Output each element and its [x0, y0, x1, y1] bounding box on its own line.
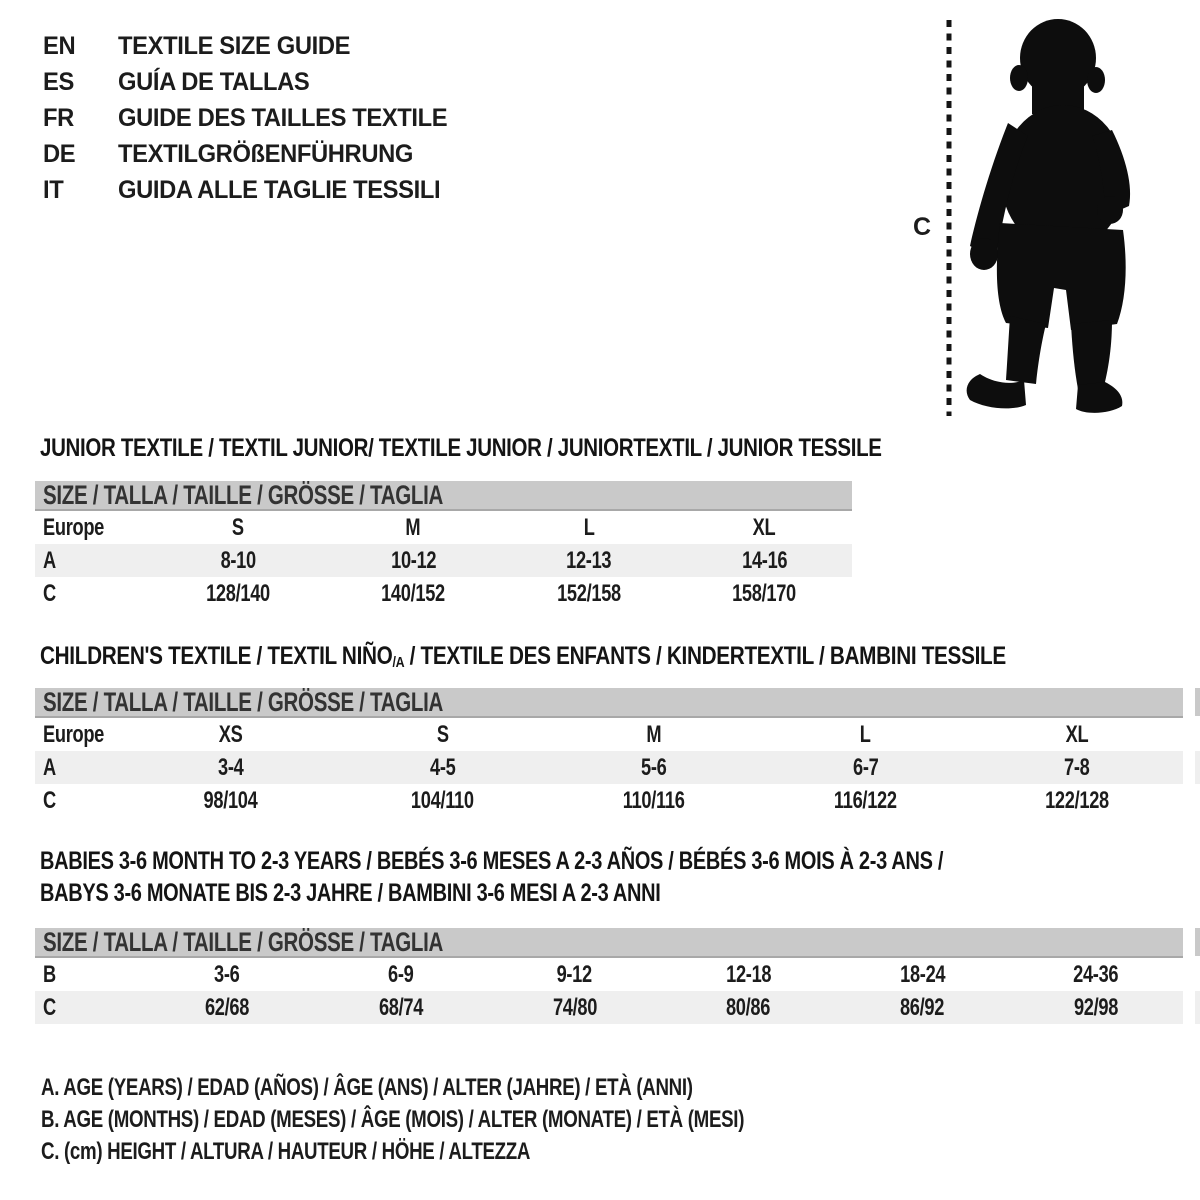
table-row-months — [35, 958, 1183, 991]
age-cell: 10-12 — [390, 546, 436, 574]
lang-code: DE — [43, 139, 76, 168]
lang-title: GUÍA DE TALLAS — [118, 67, 310, 96]
height-cell: 110/116 — [623, 786, 685, 814]
table-row-age — [35, 751, 1183, 784]
age-cell: 7-8 — [1064, 753, 1090, 781]
height-cell: 122/128 — [1045, 786, 1110, 814]
lang-code: FR — [43, 103, 74, 132]
height-cell: 116/122 — [834, 786, 897, 814]
height-cell: 74/80 — [552, 993, 597, 1021]
size-cell: XL — [752, 513, 776, 541]
lang-row-it — [43, 172, 447, 208]
size-header-label: SIZE / TALLA / TAILLE / GRÖSSE / TAGLIA — [43, 926, 444, 957]
junior-size-table — [35, 481, 852, 610]
row-label: Europe — [43, 720, 105, 748]
age-cell: 14-16 — [741, 546, 787, 574]
size-cell: M — [405, 513, 421, 541]
legend-line-c: C. (cm) HEIGHT / ALTURA / HAUTEUR / HÖHE / ALTEZZA — [41, 1138, 531, 1165]
size-cell: L — [583, 513, 595, 541]
children-title-part1: CHILDREN'S TEXTILE / TEXTIL NIÑO — [40, 642, 393, 670]
age-cell: 8-10 — [220, 546, 256, 574]
months-cell: 9-12 — [556, 960, 593, 988]
size-header-bar — [35, 928, 1183, 958]
lang-code: EN — [43, 31, 76, 60]
row-label: Europe — [43, 513, 105, 541]
table-row-europe — [35, 718, 1183, 751]
age-cell: 12-13 — [566, 546, 612, 574]
table-edge-fragment — [1195, 688, 1200, 716]
table-row-height — [35, 784, 1183, 817]
size-cell: S — [436, 720, 449, 748]
legend-line-a: A. AGE (YEARS) / EDAD (AÑOS) / ÂGE (ANS) / ALTER (JAHRE) / ETÀ (ANNI) — [41, 1074, 693, 1101]
lang-row-en — [43, 28, 447, 64]
row-label: C — [43, 786, 56, 814]
children-title-sub: /A — [392, 654, 405, 671]
height-cell: 80/86 — [726, 993, 771, 1021]
height-cell: 98/104 — [203, 786, 258, 814]
lang-row-de — [43, 136, 447, 172]
section-title-junior: JUNIOR TEXTILE / TEXTIL JUNIOR/ TEXTILE JUNIOR / JUNIORTEXTIL / JUNIOR TESSILE — [40, 434, 882, 462]
height-cell: 158/170 — [732, 579, 797, 607]
legend-line-b: B. AGE (MONTHS) / EDAD (MESES) / ÂGE (MOIS) / ALTER (MONATE) / ETÀ (MESI) — [41, 1106, 745, 1133]
table-row-age — [35, 544, 852, 577]
age-cell: 4-5 — [429, 753, 456, 781]
height-cell: 68/74 — [378, 993, 423, 1021]
lang-title: TEXTILGRÖßENFÜHRUNG — [118, 139, 413, 168]
height-cell: 104/110 — [410, 786, 474, 814]
table-edge-fragment — [1195, 928, 1200, 956]
size-header-label: SIZE / TALLA / TAILLE / GRÖSSE / TAGLIA — [43, 479, 444, 510]
size-cell: XL — [1065, 720, 1089, 748]
months-cell: 24-36 — [1073, 960, 1119, 988]
table-row-height — [35, 577, 852, 610]
section-title-babies — [40, 845, 943, 909]
lang-title: TEXTILE SIZE GUIDE — [118, 31, 351, 60]
height-cell: 128/140 — [205, 579, 270, 607]
height-cell: 62/68 — [204, 993, 249, 1021]
height-cell: 92/98 — [1073, 993, 1119, 1021]
children-title-part2: / TEXTILE DES ENFANTS / KINDERTEXTIL / BAMBINI TESSILE — [404, 642, 1006, 670]
babies-title-line2: BABYS 3-6 MONATE BIS 2-3 JAHRE / BAMBINI 3-6 MESI A 2-3 ANNI — [40, 879, 661, 907]
table-row-height — [35, 991, 1183, 1024]
size-cell: XS — [218, 720, 243, 748]
height-cell: 140/152 — [381, 579, 446, 607]
height-cell: 86/92 — [900, 993, 945, 1021]
children-size-table — [35, 688, 1183, 817]
age-cell: 3-4 — [218, 753, 244, 781]
row-label: C — [43, 579, 56, 607]
row-label: A — [43, 546, 56, 574]
months-cell: 6-9 — [388, 960, 414, 988]
lang-code: ES — [43, 67, 74, 96]
lang-title: GUIDA ALLE TAGLIE TESSILI — [118, 175, 441, 204]
babies-title-line1: BABIES 3-6 MONTH TO 2-3 YEARS / BEBÉS 3-6 MESES A 2-3 AÑOS / BÉBÉS 3-6 MOIS À 2-3 ANS / — [40, 847, 944, 875]
size-cell: L — [860, 720, 871, 748]
toddler-silhouette — [967, 19, 1130, 413]
babies-size-table — [35, 928, 1183, 1024]
legend — [41, 1072, 942, 1168]
size-cell: S — [231, 513, 244, 541]
language-header — [43, 28, 469, 208]
lang-row-fr — [43, 100, 447, 136]
table-edge-fragment — [1195, 751, 1200, 784]
section-title-children — [40, 642, 1006, 671]
lang-row-es — [43, 64, 447, 100]
height-cell: 152/158 — [556, 579, 621, 607]
months-cell: 3-6 — [214, 960, 240, 988]
size-header-bar — [35, 481, 852, 511]
age-cell: 6-7 — [852, 753, 879, 781]
table-row-europe — [35, 511, 852, 544]
lang-code: IT — [43, 175, 64, 204]
row-label: B — [43, 960, 56, 988]
size-cell: M — [646, 720, 662, 748]
size-header-label: SIZE / TALLA / TAILLE / GRÖSSE / TAGLIA — [43, 686, 444, 717]
table-edge-fragment — [1195, 991, 1200, 1024]
age-cell: 5-6 — [641, 753, 667, 781]
months-cell: 18-24 — [899, 960, 945, 988]
lang-title: GUIDE DES TAILLES TEXTILE — [118, 103, 448, 132]
toddler-figure — [940, 16, 1140, 418]
row-label: C — [43, 993, 56, 1021]
measure-label-c: C — [913, 213, 931, 241]
size-header-bar — [35, 688, 1183, 718]
row-label: A — [43, 753, 56, 781]
months-cell: 12-18 — [725, 960, 771, 988]
